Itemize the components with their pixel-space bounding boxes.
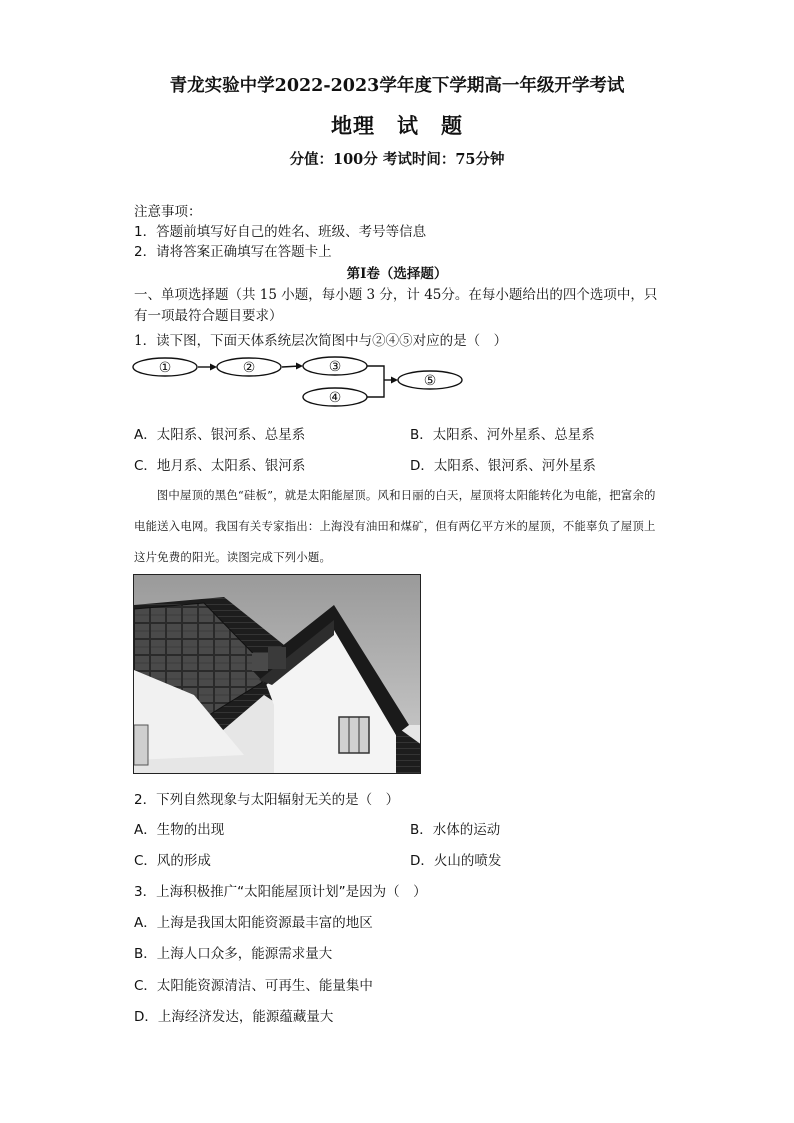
notes-heading: 注意事项： [134, 204, 202, 220]
solar-roof-illustration [134, 575, 421, 774]
q1-option-a: A．太阳系、银河系、总星系 [134, 427, 306, 443]
section-instruction-line2: 有一项最符合题目要求） [134, 308, 283, 324]
diagram-label-4: ④ [328, 390, 342, 406]
q2-option-a: A．生物的出现 [134, 822, 225, 838]
q1-option-d: D．太阳系、银河系、河外星系 [410, 458, 596, 474]
q3-option-d: D．上海经济发达，能源蕴藏量大 [134, 1009, 334, 1025]
solar-roof-photo [133, 574, 421, 774]
q2-stem: 2．下列自然现象与太阳辐射无关的是（ ） [134, 792, 400, 808]
section-instruction-line1: 一、单项选择题（共 15 小题，每小题 3 分，计 45分。在每小题给出的四个选项中，只 [134, 287, 658, 303]
q2-option-b: B．水体的运动 [410, 822, 501, 838]
q3-option-b: B．上海人口众多，能源需求量大 [134, 946, 333, 962]
diagram-bracket [367, 366, 384, 397]
diagram-label-3: ③ [328, 359, 342, 375]
q1-option-b: B．太阳系、河外星系、总星系 [410, 427, 595, 443]
notes-item-2: 2．请将答案正确填写在答题卡上 [134, 244, 332, 260]
notes-item-1: 1．答题前填写好自己的姓名、班级、考号等信息 [134, 224, 427, 240]
celestial-hierarchy-diagram [132, 353, 472, 411]
reading-passage [134, 480, 662, 573]
q3-option-a: A．上海是我国太阳能资源最丰富的地区 [134, 915, 373, 931]
diagram-label-5: ⑤ [423, 373, 437, 389]
exam-school-title: 青龙实验中学2022-2023学年度下学期高一年级开学考试 [169, 76, 625, 96]
diagram-label-1: ① [158, 360, 172, 376]
exam-meta: 分值：100分 考试时间：75分钟 [289, 151, 505, 168]
q2-option-d: D．火山的喷发 [410, 853, 502, 869]
q3-stem: 3．上海积极推广“太阳能屋顶计划”是因为（ ） [134, 884, 427, 900]
exam-subject-title: 地理 试 题 [331, 113, 463, 138]
reading-passage-text: 图中屋顶的黑色“硅板”，就是太阳能屋顶。风和日丽的白天，屋顶将太阳能转化为电能，把富余的电能送入电网。我国有关专家指出：上海没有油田和煤矿，但有两亿平方米的屋顶，不能辜负了屋顶上这片免费的阳光。读图完成下列小题。 [134, 488, 656, 564]
q1-option-c: C．地月系、太阳系、银河系 [134, 458, 306, 474]
q2-option-c: C．风的形成 [134, 853, 211, 869]
diagram-label-2: ② [242, 360, 256, 376]
section-title: 第I卷（选择题） [346, 266, 448, 282]
q3-option-c: C．太阳能资源清洁、可再生、能量集中 [134, 978, 373, 994]
q1-stem: 1．读下图，下面天体系统层次简图中与②④⑤对应的是（ ） [134, 333, 508, 349]
